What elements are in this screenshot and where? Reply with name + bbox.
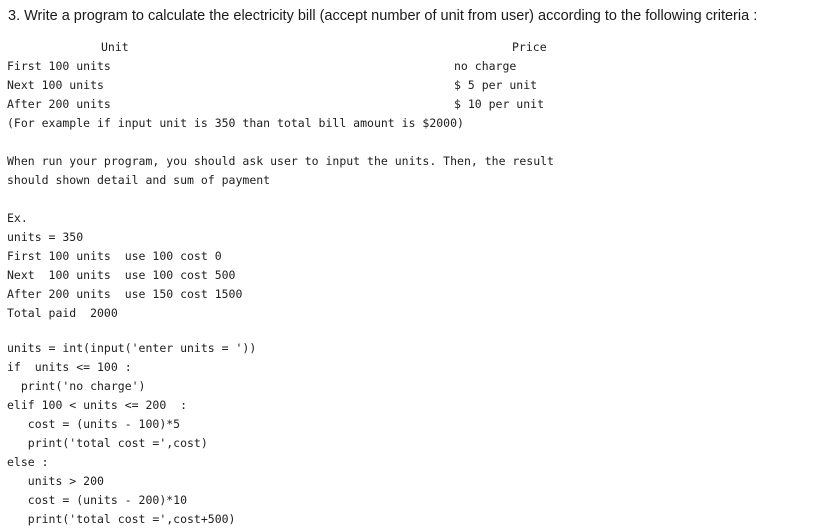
code-line: elif 100 < units <= 200 : bbox=[7, 398, 188, 412]
code-line: else : bbox=[7, 455, 49, 469]
criteria-row-unit: Next 100 units bbox=[7, 78, 104, 92]
code-line: print('total cost =',cost+500) bbox=[7, 512, 236, 526]
criteria-row-price: no charge bbox=[454, 59, 517, 73]
criteria-row-unit: After 200 units bbox=[7, 97, 111, 111]
criteria-example-note: (For example if input unit is 350 than total bill amount is $2000) bbox=[7, 116, 464, 130]
example-line: First 100 units use 100 cost 0 bbox=[7, 249, 222, 263]
code-line: cost = (units - 100)*5 bbox=[7, 417, 181, 431]
criteria-row-price: $ 10 per unit bbox=[454, 97, 545, 111]
example-line: After 200 units use 150 cost 1500 bbox=[7, 287, 243, 301]
code-line: cost = (units - 200)*10 bbox=[7, 493, 188, 507]
example-line: units = 350 bbox=[7, 230, 84, 244]
example-line: Total paid 2000 bbox=[7, 306, 118, 320]
criteria-row-price: $ 5 per unit bbox=[454, 78, 538, 92]
price-column-header: Price bbox=[512, 40, 547, 54]
example-line: Next 100 units use 100 cost 500 bbox=[7, 268, 236, 282]
code-line: print('total cost =',cost) bbox=[7, 436, 208, 450]
code-line: print('no charge') bbox=[7, 379, 146, 393]
code-line: if units <= 100 : bbox=[7, 360, 132, 374]
code-line: units = int(input('enter units = ')) bbox=[7, 341, 257, 355]
example-label: Ex. bbox=[7, 211, 28, 225]
criteria-row-unit: First 100 units bbox=[7, 59, 111, 73]
instruction-line: should shown detail and sum of payment bbox=[7, 173, 271, 187]
code-line: units > 200 bbox=[7, 474, 104, 488]
unit-column-header: Unit bbox=[101, 40, 129, 54]
instruction-line: When run your program, you should ask user to input the units. Then, the result bbox=[7, 154, 554, 168]
question-title: 3. Write a program to calculate the electricity bill (accept number of unit from user) according to the following criteria : bbox=[8, 8, 758, 24]
